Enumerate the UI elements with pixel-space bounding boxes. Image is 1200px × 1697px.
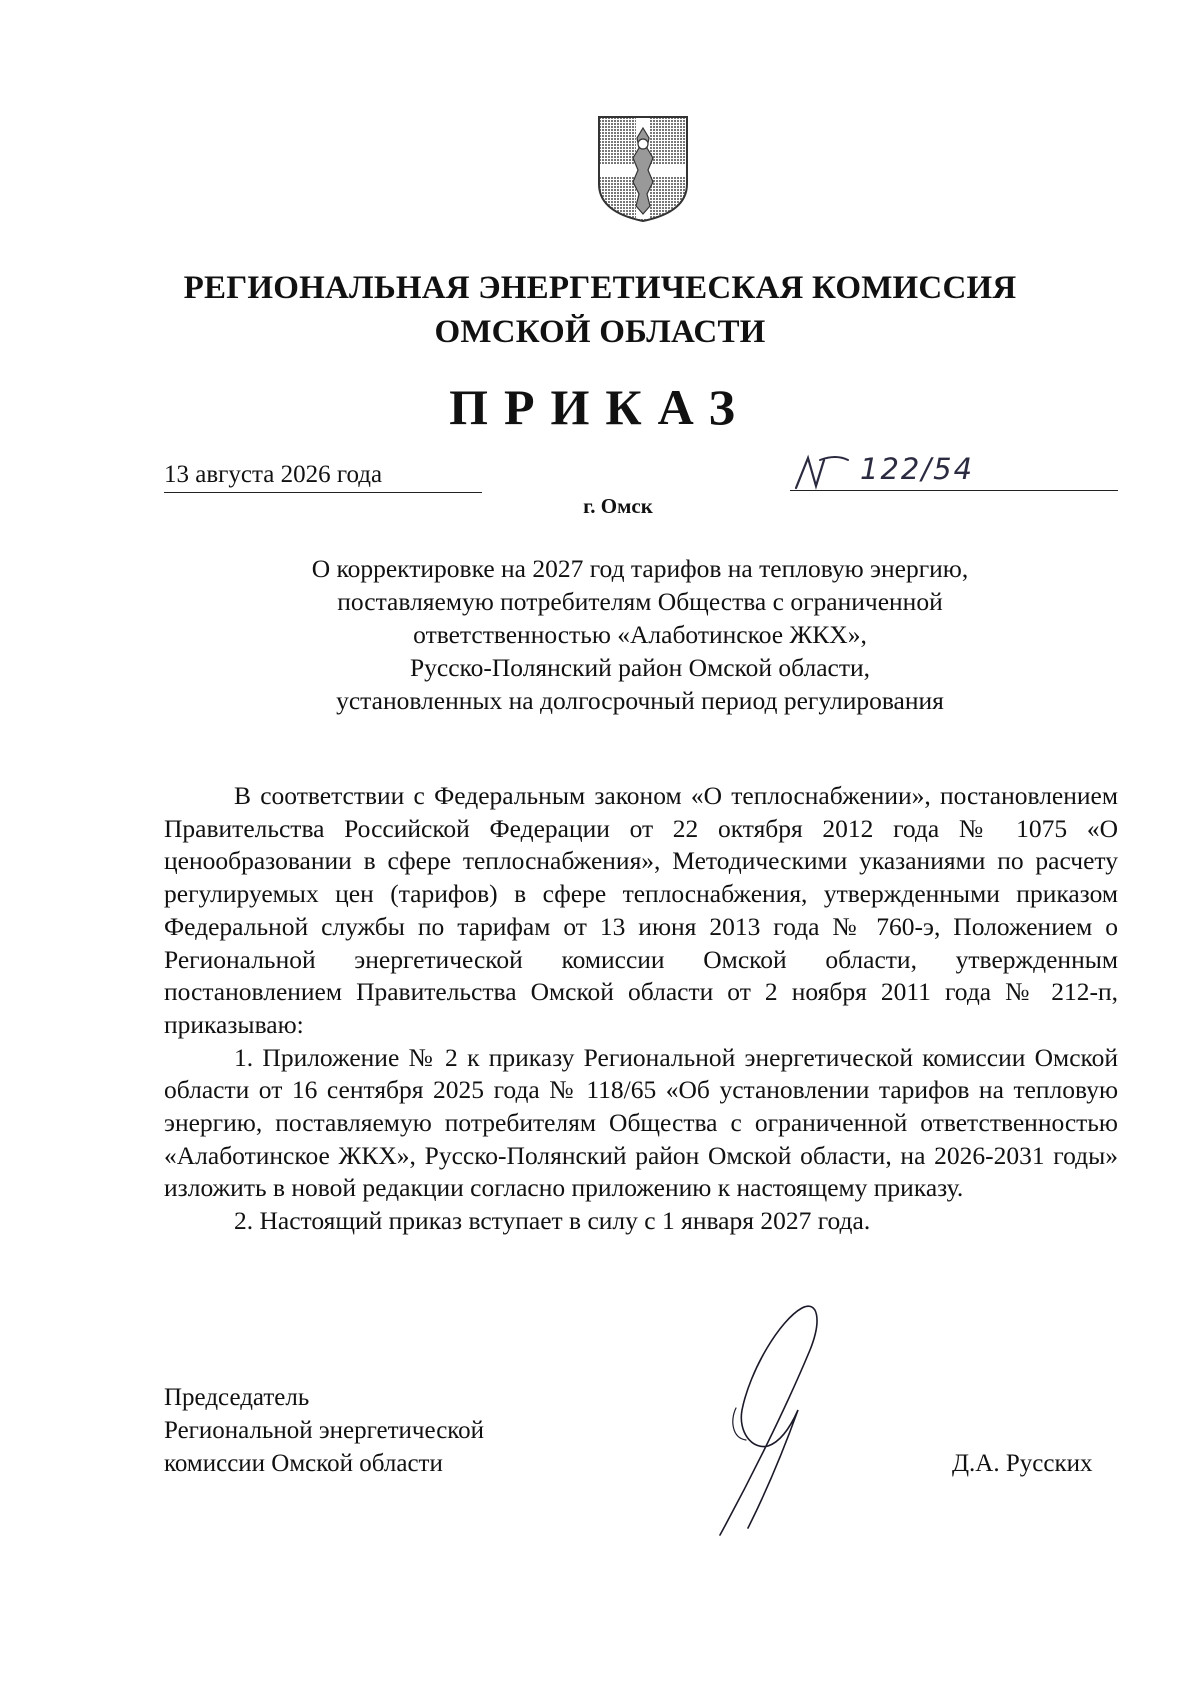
subject-line: установленных на долгосрочный период регулирования <box>336 686 944 715</box>
document-number: 122/54 <box>860 452 975 486</box>
organization-name-line-2: ОМСКОЙ ОБЛАСТИ <box>434 314 766 350</box>
signatory-position-line: Председатель <box>164 1384 310 1411</box>
signatory-name: Д.А. Русских <box>952 1450 1093 1477</box>
subject-line: ответственностью «Алаботинское ЖКХ», <box>413 620 867 649</box>
subject-line: Русско-Полянский район Омской области, <box>409 653 871 682</box>
signatory-position <box>164 1381 484 1480</box>
document-title: ПРИКАЗ <box>449 379 751 435</box>
document-body <box>164 780 1118 1238</box>
subject-line: О корректировке на 2027 год тарифов на тепловую энергию, <box>311 554 969 583</box>
document-subject <box>200 552 1080 717</box>
order-item-1: 1. Приложение № 2 к приказу Региональной энергетической комиссии Омской области от 16 сентября 2025 года № 118/65 «Об установлении тарифов на тепловую энергию, поставляемую потребителям Общества с ограниченной ответственностью «Алаботинское ЖКХ», Русско-Полянский район Омской области, на 2026-2031 годы» изложить в новой редакции согласно приложению к настоящему приказу. <box>164 1042 1118 1203</box>
subject-line: поставляемую потребителям Общества с ограниченной <box>337 587 943 616</box>
document-date: 13 августа 2026 года <box>164 460 482 493</box>
preamble-paragraph: В соответствии с Федеральным законом «О теплоснабжении», постановлением Правительства Российской Федерации от 22 октября 2012 года № 1075 «О ценообразовании в сфере теплоснабжения», Методическими указаниями по расчету регулируемых цен (тарифов) в сфере теплоснабжения, утвержденными приказом Федеральной службы по тарифам от 13 июня 2013 года № 760-э, Положением о Региональной энергетической комиссии Омской области, утвержденным постановлением Правительства Омской области от 2 ноября 2011 года № 212-п, приказываю: <box>164 781 1118 1039</box>
signatory-position-line: комиссии Омской области <box>164 1450 443 1477</box>
document-city: г. Омск <box>583 494 653 518</box>
organization-name-line-1: РЕГИОНАЛЬНАЯ ЭНЕРГЕТИЧЕСКАЯ КОМИССИЯ <box>183 270 1017 306</box>
signatory-position-line: Региональной энергетической <box>164 1417 485 1444</box>
order-item-2: 2. Настоящий приказ вступает в силу с 1 января 2027 года. <box>234 1206 871 1236</box>
document-number-field <box>790 452 1118 491</box>
number-sign-icon <box>790 452 854 492</box>
handwritten-signature <box>690 1290 870 1550</box>
coat-of-arms-icon <box>596 114 690 224</box>
